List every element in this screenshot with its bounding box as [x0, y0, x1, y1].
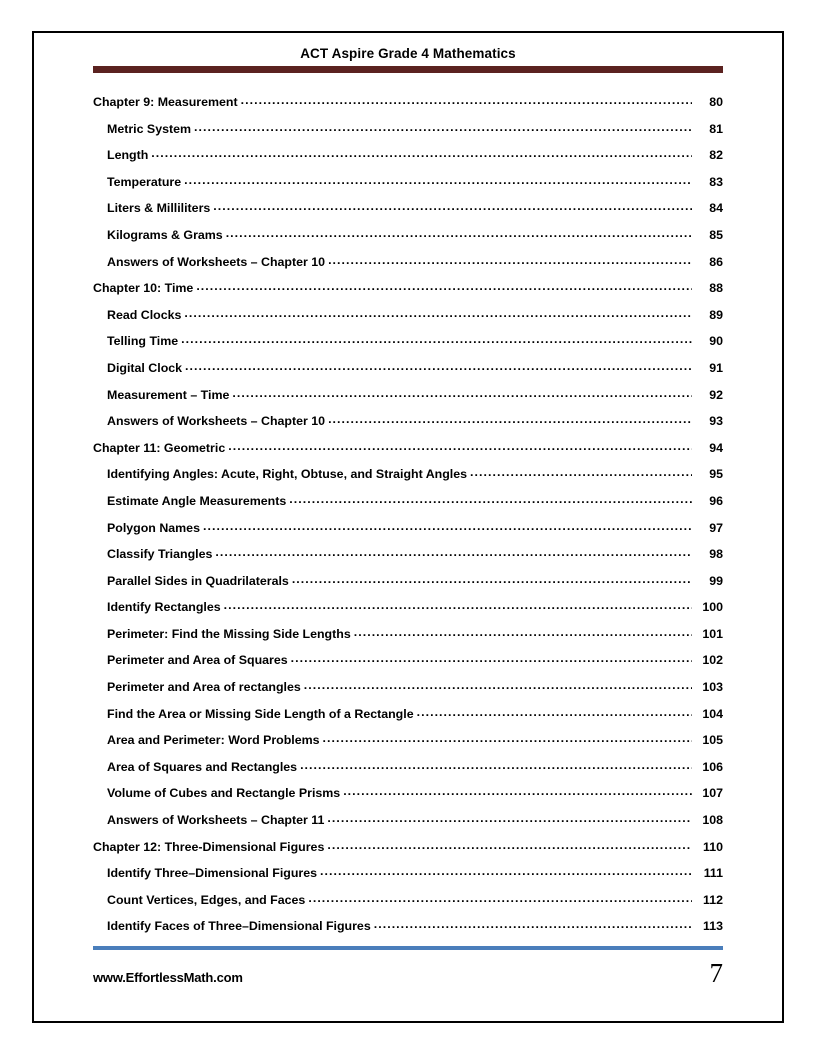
toc-entry-title: Identify Three–Dimensional Figures — [107, 866, 317, 881]
toc-entry-page-number: 107 — [702, 786, 723, 801]
toc-entry-title: Kilograms & Grams — [107, 227, 223, 242]
toc-dot-leader — [327, 838, 692, 851]
toc-entry-row[interactable] — [93, 572, 723, 599]
toc-dot-leader — [241, 93, 692, 106]
toc-entry-row[interactable] — [93, 651, 723, 678]
toc-dot-leader — [194, 120, 692, 133]
header-rule — [93, 66, 723, 73]
toc-chapter-row[interactable] — [93, 838, 723, 865]
toc-entry-page-number: 98 — [709, 547, 723, 562]
footer-row — [93, 958, 723, 988]
toc-entry-row[interactable] — [93, 545, 723, 572]
toc-dot-leader — [291, 651, 692, 664]
toc-entry-page-number: 91 — [709, 360, 723, 375]
toc-dot-leader — [196, 279, 692, 292]
toc-entry-page-number: 100 — [702, 600, 723, 615]
toc-entry-page-number: 85 — [709, 227, 723, 242]
toc-entry-row[interactable] — [93, 332, 723, 359]
toc-dot-leader — [327, 811, 692, 824]
toc-dot-leader — [300, 758, 692, 771]
toc-entry-row[interactable] — [93, 864, 723, 891]
toc-entry-row[interactable] — [93, 891, 723, 918]
toc-dot-leader — [470, 465, 692, 478]
toc-entry-page-number: 111 — [703, 866, 723, 881]
toc-entry-title: Find the Area or Missing Side Length of a Rectangle — [107, 706, 414, 721]
toc-entry-row[interactable] — [93, 519, 723, 546]
toc-entry-row[interactable] — [93, 758, 723, 785]
toc-entry-row[interactable] — [93, 146, 723, 173]
toc-dot-leader — [343, 784, 692, 797]
toc-entry-row[interactable] — [93, 359, 723, 386]
toc-entry-row[interactable] — [93, 306, 723, 333]
toc-entry-row[interactable] — [93, 199, 723, 226]
toc-dot-leader — [213, 199, 692, 212]
toc-entry-page-number: 86 — [709, 254, 723, 269]
toc-entry-page-number: 99 — [709, 573, 723, 588]
toc-entry-row[interactable] — [93, 678, 723, 705]
toc-entry-title: Measurement – Time — [107, 387, 230, 402]
toc-entry-page-number: 88 — [709, 281, 723, 296]
toc-dot-leader — [292, 572, 692, 585]
toc-dot-leader — [354, 625, 692, 638]
footer-rule — [93, 946, 723, 950]
toc-dot-leader — [184, 173, 692, 186]
toc-entry-title: Digital Clock — [107, 360, 183, 375]
toc-entry-page-number: 84 — [709, 201, 723, 216]
toc-entry-row[interactable] — [93, 492, 723, 519]
toc-entry-title: Read Clocks — [107, 307, 182, 322]
toc-entry-page-number: 90 — [709, 334, 723, 349]
toc-dot-leader — [232, 386, 692, 399]
toc-entry-row[interactable] — [93, 253, 723, 280]
toc-entry-page-number: 96 — [709, 493, 723, 508]
toc-dot-leader — [185, 359, 692, 372]
toc-entry-page-number: 80 — [709, 95, 723, 109]
toc-entry-title: Area and Perimeter: Word Problems — [107, 733, 320, 748]
toc-entry-row[interactable] — [93, 465, 723, 492]
table-of-contents — [93, 93, 723, 944]
toc-entry-title: Identify Rectangles — [107, 600, 221, 615]
toc-dot-leader — [226, 226, 692, 239]
toc-entry-row[interactable] — [93, 784, 723, 811]
toc-dot-leader — [181, 332, 692, 345]
footer-page-number: 7 — [709, 958, 723, 988]
toc-entry-page-number: 95 — [709, 467, 723, 482]
toc-entry-title: Parallel Sides in Quadrilaterals — [107, 573, 289, 588]
toc-entry-page-number: 83 — [709, 174, 723, 189]
toc-entry-page-number: 97 — [709, 520, 723, 535]
toc-chapter-row[interactable] — [93, 93, 723, 120]
toc-entry-row[interactable] — [93, 598, 723, 625]
toc-entry-title: Identifying Angles: Acute, Right, Obtuse, and Straight Angles — [107, 467, 468, 482]
toc-entry-title: Answers of Worksheets – Chapter 10 — [107, 414, 326, 429]
toc-entry-row[interactable] — [93, 226, 723, 253]
toc-entry-row[interactable] — [93, 173, 723, 200]
toc-entry-title: Chapter 12: Three-Dimensional Figures — [93, 839, 325, 854]
toc-entry-title: Perimeter and Area of rectangles — [107, 680, 301, 695]
toc-entry-page-number: 108 — [702, 813, 723, 828]
toc-entry-page-number: 103 — [702, 680, 723, 695]
toc-entry-row[interactable] — [93, 731, 723, 758]
toc-entry-title: Estimate Angle Measurements — [107, 493, 287, 508]
toc-entry-title: Liters & Milliliters — [107, 201, 211, 216]
toc-entry-page-number: 105 — [702, 733, 723, 748]
toc-entry-row[interactable] — [93, 917, 723, 944]
toc-entry-title: Polygon Names — [107, 520, 200, 535]
toc-dot-leader — [308, 891, 692, 904]
toc-entry-page-number: 110 — [703, 839, 723, 854]
toc-entry-title: Metric System — [107, 121, 192, 136]
toc-entry-page-number: 89 — [709, 307, 723, 322]
toc-dot-leader — [374, 917, 692, 930]
toc-entry-title: Answers of Worksheets – Chapter 11 — [107, 813, 325, 828]
toc-entry-page-number: 81 — [709, 121, 723, 136]
toc-entry-title: Length — [107, 148, 149, 163]
toc-entry-title: Volume of Cubes and Rectangle Prisms — [107, 786, 341, 801]
toc-dot-leader — [328, 253, 692, 266]
toc-chapter-row[interactable] — [93, 439, 723, 466]
toc-entry-page-number: 93 — [709, 414, 723, 429]
toc-dot-leader — [224, 598, 692, 611]
toc-dot-leader — [184, 306, 692, 319]
toc-entry-page-number: 94 — [709, 440, 723, 455]
toc-entry-title: Chapter 9: Measurement — [93, 95, 238, 109]
toc-entry-title: Chapter 10: Time — [93, 281, 194, 296]
toc-dot-leader — [417, 705, 692, 718]
toc-entry-page-number: 82 — [709, 148, 723, 163]
toc-entry-page-number: 113 — [703, 919, 723, 934]
toc-entry-row[interactable] — [93, 705, 723, 732]
toc-entry-page-number: 112 — [703, 892, 723, 907]
toc-entry-page-number: 106 — [702, 759, 723, 774]
toc-entry-title: Answers of Worksheets – Chapter 10 — [107, 254, 326, 269]
toc-entry-page-number: 101 — [702, 626, 723, 641]
toc-entry-page-number: 92 — [709, 387, 723, 402]
toc-entry-row[interactable] — [93, 386, 723, 413]
toc-entry-page-number: 102 — [702, 653, 723, 668]
toc-entry-page-number: 104 — [702, 706, 723, 721]
toc-dot-leader — [228, 439, 692, 452]
toc-dot-leader — [203, 519, 692, 532]
toc-entry-row[interactable] — [93, 120, 723, 147]
page-content — [93, 45, 723, 944]
toc-dot-leader — [289, 492, 692, 505]
toc-dot-leader — [328, 412, 692, 425]
toc-entry-title: Classify Triangles — [107, 547, 213, 562]
toc-entry-title: Temperature — [107, 174, 182, 189]
toc-dot-leader — [323, 731, 692, 744]
toc-chapter-row[interactable] — [93, 279, 723, 306]
toc-entry-title: Area of Squares and Rectangles — [107, 759, 298, 774]
footer-website: www.EffortlessMath.com — [93, 970, 243, 985]
toc-entry-title: Perimeter: Find the Missing Side Lengths — [107, 626, 351, 641]
toc-dot-leader — [151, 146, 692, 159]
toc-dot-leader — [215, 545, 692, 558]
toc-entry-title: Telling Time — [107, 334, 179, 349]
document-header-title: ACT Aspire Grade 4 Mathematics — [300, 46, 516, 61]
toc-entry-row[interactable] — [93, 811, 723, 838]
toc-dot-leader — [320, 864, 692, 877]
toc-entry-title: Chapter 11: Geometric — [93, 440, 226, 455]
page-footer — [93, 946, 723, 988]
toc-entry-title: Count Vertices, Edges, and Faces — [107, 892, 306, 907]
toc-entry-title: Perimeter and Area of Squares — [107, 653, 288, 668]
toc-dot-leader — [304, 678, 692, 691]
toc-entry-title: Identify Faces of Three–Dimensional Figures — [107, 919, 371, 934]
toc-entry-row[interactable] — [93, 625, 723, 652]
toc-entry-row[interactable] — [93, 412, 723, 439]
